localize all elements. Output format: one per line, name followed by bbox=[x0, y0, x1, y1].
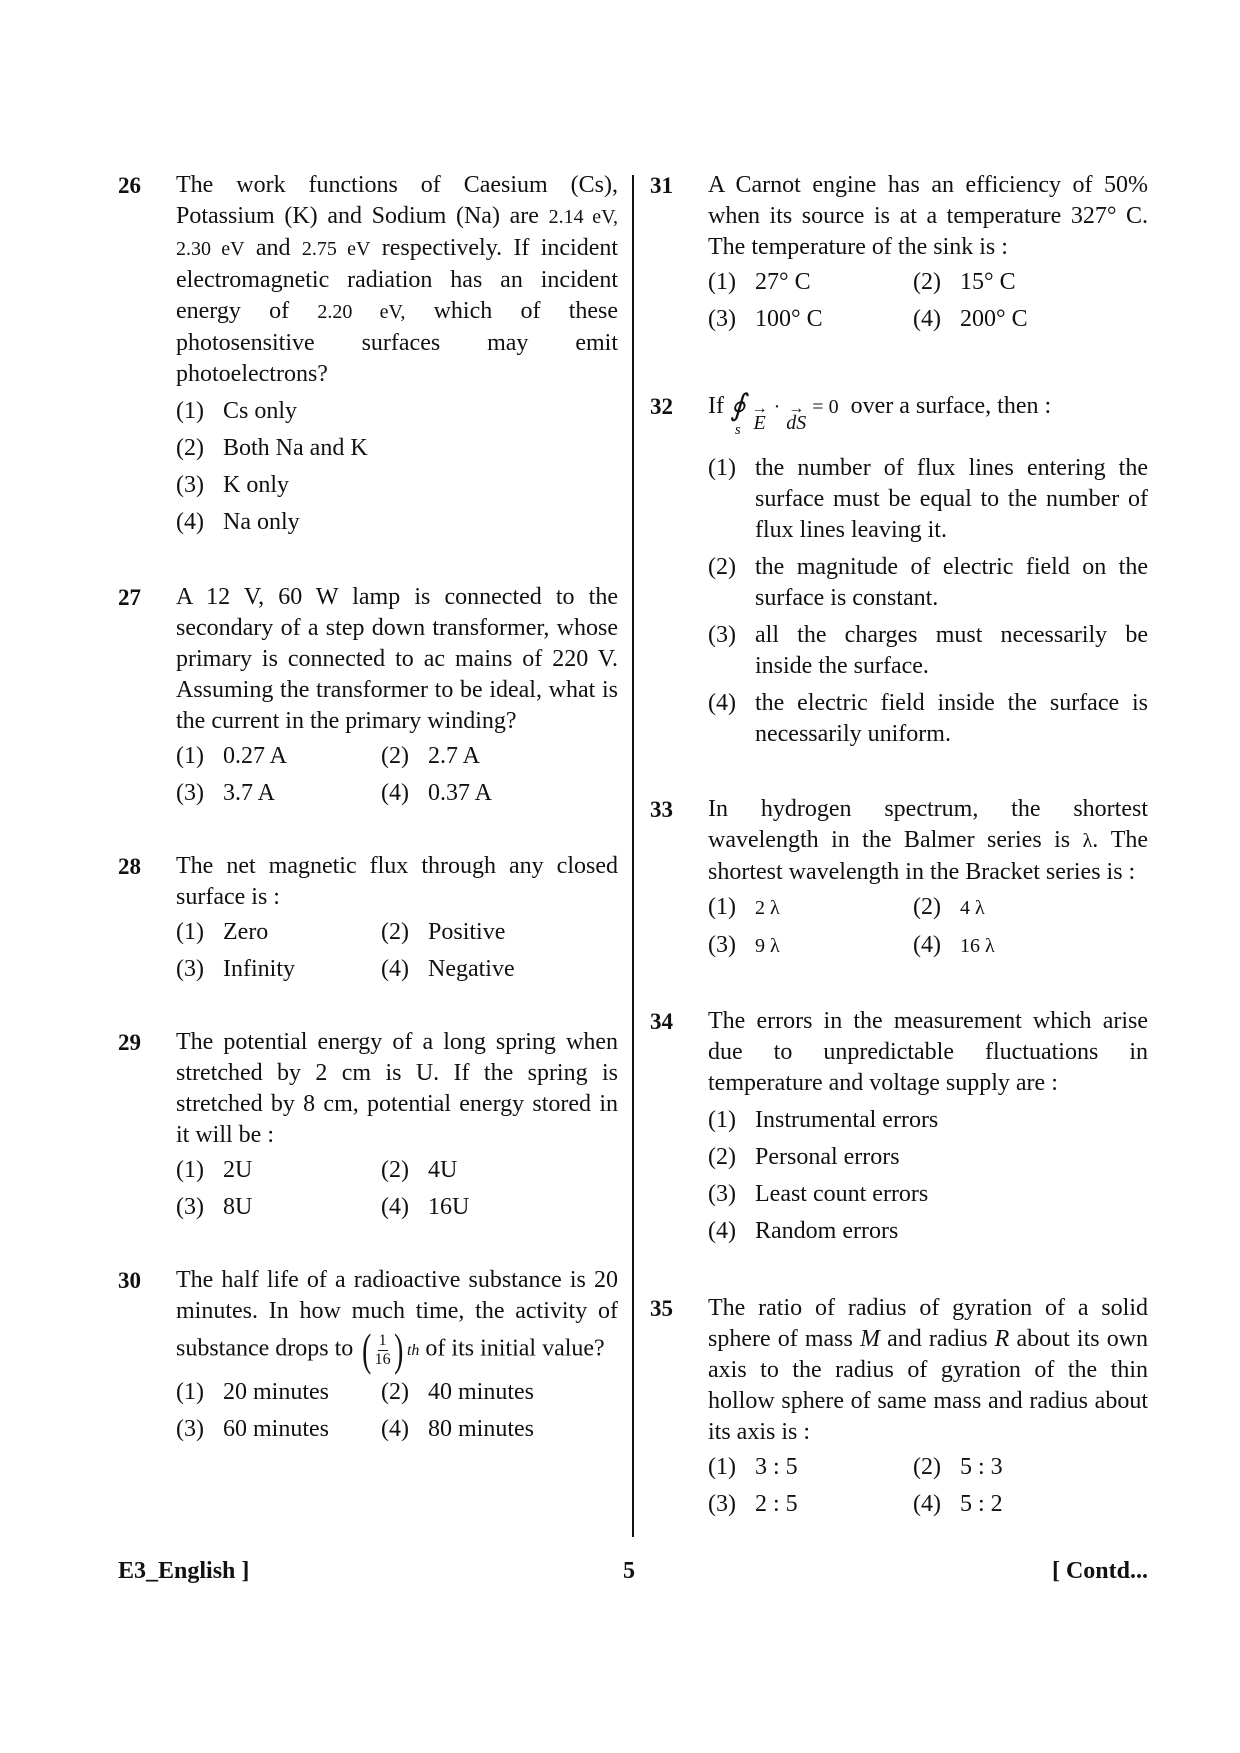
option-4: (4) 80 minutes bbox=[381, 1416, 534, 1442]
right-column bbox=[650, 170, 1148, 1520]
question-31 bbox=[650, 170, 1148, 335]
footer-continued: [ Contd... bbox=[1051, 1558, 1148, 1584]
option-4: (4) 200° C bbox=[913, 306, 1028, 332]
options-grid bbox=[708, 892, 1148, 962]
option-1: (1) Zero bbox=[176, 919, 269, 945]
option-3: (3) 2 : 5 bbox=[708, 1491, 798, 1517]
options-grid bbox=[176, 741, 618, 809]
option-2: (2) 5 : 3 bbox=[913, 1454, 1003, 1480]
option-1: (1) 3 : 5 bbox=[708, 1454, 798, 1480]
question-number: 34 bbox=[650, 1009, 673, 1034]
page-number: 5 bbox=[623, 1558, 635, 1584]
option-1: (1) the number of flux lines entering the surface must be equal to the number of flux lines leaving it. bbox=[708, 455, 1148, 543]
column-divider bbox=[632, 175, 634, 1537]
question-number: 28 bbox=[118, 854, 141, 879]
option-4: (4) 5 : 2 bbox=[913, 1491, 1003, 1517]
option-3: (3) all the charges must necessarily be inside the surface. bbox=[708, 622, 1148, 679]
options-grid bbox=[176, 1155, 618, 1223]
question-stem: The errors in the measurement which arise due to unpredictable fluctuations in temperature and voltage supply are : bbox=[708, 1008, 1148, 1096]
option-2: (2) 15° C bbox=[913, 269, 1016, 295]
option-1: (1) Instrumental errors bbox=[708, 1107, 939, 1133]
question-33 bbox=[650, 794, 1148, 962]
option-4: (4) 0.37 A bbox=[381, 780, 493, 806]
question-number: 35 bbox=[650, 1296, 673, 1321]
question-stem: The ratio of radius of gyration of a solid sphere of mass M and radius R about its own axis to the radius of gyration of the thin hollow sphere of same mass and radius about its axis is : bbox=[708, 1295, 1149, 1445]
option-3: (3) 3.7 A bbox=[176, 780, 276, 806]
option-1: (1) 2U bbox=[176, 1157, 253, 1183]
question-stem: The work functions of Caesium (Cs), Potassium (K) and Sodium (Na) are 2.14 eV, 2.30 eV and 2.75 eV respectively. If incident electromagnetic radiation has an incident energy of 2.20 eV, which of these photosensitive surfaces may emit photoelectrons? bbox=[176, 172, 619, 387]
option-1: (1) 20 minutes bbox=[176, 1379, 329, 1405]
option-4: (4) Random errors bbox=[708, 1218, 899, 1244]
options-grid bbox=[176, 917, 618, 985]
question-32 bbox=[650, 391, 1148, 750]
question-number: 27 bbox=[118, 585, 141, 610]
option-2: (2) Both Na and K bbox=[176, 435, 368, 461]
question-28 bbox=[118, 851, 618, 985]
vector-ds: → dS bbox=[786, 400, 807, 434]
option-1: (1) 2 λ bbox=[708, 894, 780, 920]
option-4: (4) 16 λ bbox=[913, 932, 995, 958]
left-column bbox=[118, 170, 618, 1445]
question-stem: If ∮ s → E · → dS = 0 over a surface, then : bbox=[708, 389, 1052, 438]
option-2: (2) the magnitude of electric field on the surface is constant. bbox=[708, 554, 1148, 611]
question-stem: The half life of a radioactive substance is 20 minutes. In how much time, the activity of substance drops to ( 1 16 ) th of its initial value? bbox=[176, 1267, 618, 1375]
option-4: (4) Na only bbox=[176, 509, 300, 535]
option-4: (4) the electric field inside the surface is necessarily uniform. bbox=[708, 690, 1148, 747]
option-3: (3) K only bbox=[176, 472, 289, 498]
question-number: 33 bbox=[650, 797, 673, 822]
vector-e: → E bbox=[751, 400, 768, 434]
options-list bbox=[708, 453, 1148, 750]
question-stem: A Carnot engine has an efficiency of 50% when its source is at a temperature 327° C. The temperature of the sink is : bbox=[708, 172, 1148, 260]
question-stem: The potential energy of a long spring when stretched by 2 cm is U. If the spring is stretched by 8 cm, potential energy stored in it will be : bbox=[176, 1029, 618, 1148]
option-1: (1) Cs only bbox=[176, 398, 298, 424]
option-2: (2) 2.7 A bbox=[381, 743, 481, 769]
question-number: 31 bbox=[650, 173, 673, 198]
question-29 bbox=[118, 1027, 618, 1223]
option-3: (3) 60 minutes bbox=[176, 1416, 329, 1442]
option-2: (2) 4U bbox=[381, 1157, 458, 1183]
option-1: (1) 27° C bbox=[708, 269, 811, 295]
question-27 bbox=[118, 582, 618, 809]
question-number: 30 bbox=[118, 1268, 141, 1293]
question-stem: The net magnetic flux through any closed surface is : bbox=[176, 853, 618, 910]
option-3: (3) 8U bbox=[176, 1194, 253, 1220]
option-3: (3) Least count errors bbox=[708, 1181, 929, 1207]
option-4: (4) 16U bbox=[381, 1194, 470, 1220]
question-number: 29 bbox=[118, 1030, 141, 1055]
option-3: (3) 100° C bbox=[708, 306, 823, 332]
options-list bbox=[708, 1105, 1148, 1247]
question-26 bbox=[118, 170, 618, 538]
question-35 bbox=[650, 1293, 1148, 1520]
footer-paper-code: E3_English ] bbox=[118, 1558, 250, 1584]
question-number: 26 bbox=[118, 173, 141, 198]
question-stem: In hydrogen spectrum, the shortest wavelength in the Balmer series is λ. The shortest wavelength in the Bracket series is : bbox=[708, 796, 1149, 885]
closed-integral-symbol: ∮ s bbox=[729, 389, 746, 438]
fraction-one-sixteenth: ( 1 16 ) th bbox=[362, 1324, 420, 1375]
option-2: (2) 40 minutes bbox=[381, 1379, 534, 1405]
option-2: (2) Positive bbox=[381, 919, 506, 945]
option-3: (3) Infinity bbox=[176, 956, 295, 982]
question-stem: A 12 V, 60 W lamp is connected to the secondary of a step down transformer, whose primary is connected to ac mains of 220 V. Assuming the transformer to be ideal, what is the current in the primary winding? bbox=[176, 584, 618, 734]
options-grid bbox=[708, 267, 1148, 335]
option-4: (4) Negative bbox=[381, 956, 515, 982]
option-2: (2) 4 λ bbox=[913, 894, 985, 920]
options-grid bbox=[176, 1377, 618, 1445]
option-2: (2) Personal errors bbox=[708, 1144, 900, 1170]
page-footer bbox=[118, 1556, 1148, 1588]
question-34 bbox=[650, 1006, 1148, 1247]
options-grid bbox=[708, 1452, 1148, 1520]
question-30 bbox=[118, 1265, 618, 1445]
options-list bbox=[176, 396, 618, 538]
question-number: 32 bbox=[650, 394, 673, 419]
option-3: (3) 9 λ bbox=[708, 932, 780, 958]
option-1: (1) 0.27 A bbox=[176, 743, 288, 769]
